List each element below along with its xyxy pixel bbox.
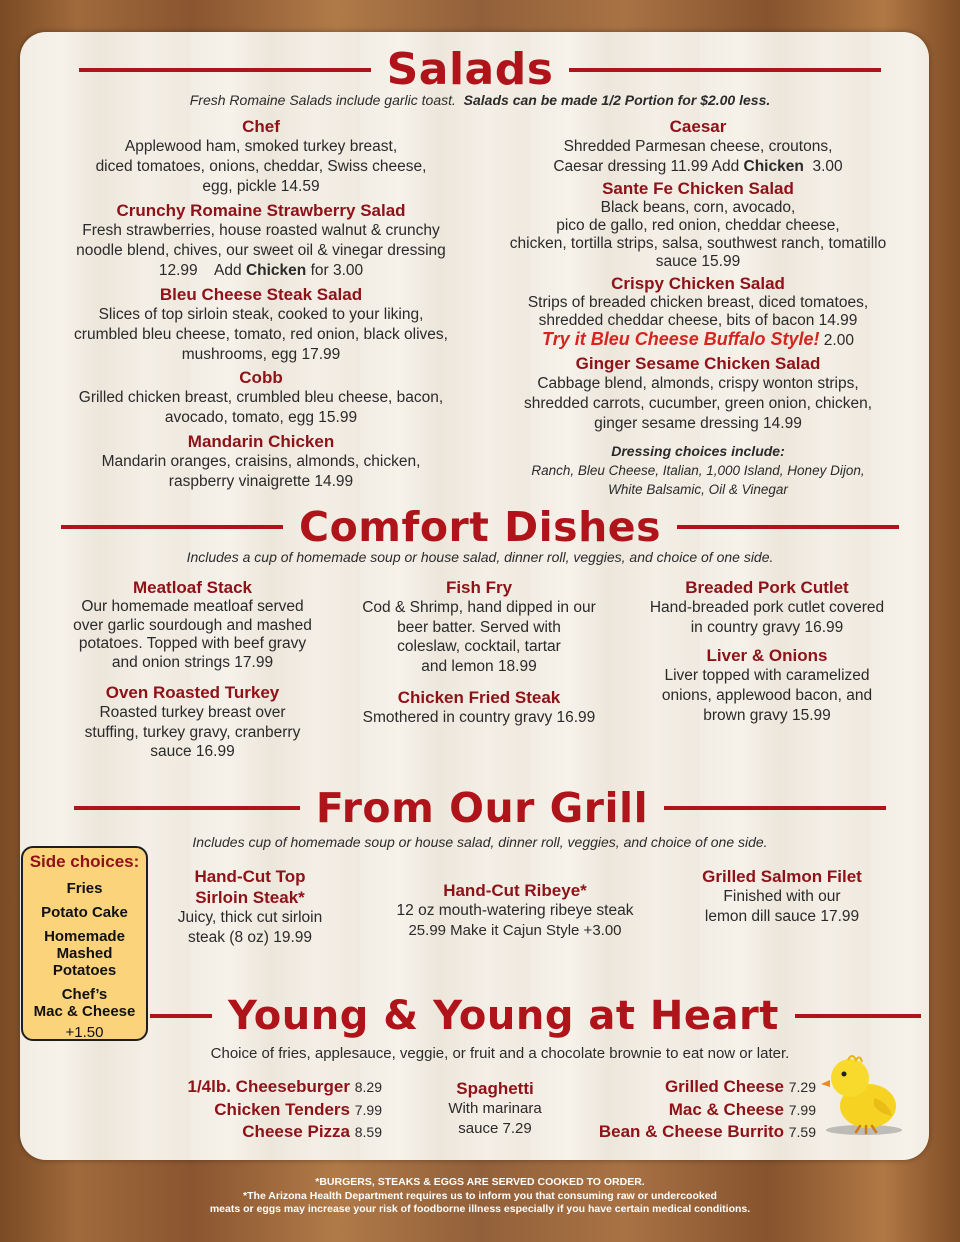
salads-chef-desc2: diced tomatoes, onions, cheddar, Swiss cheese, [95, 158, 427, 175]
menu-item-sante-fe-chicken [488, 178, 908, 271]
comfort-meatloaf-name: Meatloaf Stack [132, 578, 253, 597]
young-title: Young & Young at Heart [228, 993, 779, 1039]
salads-ginger-desc1: Cabbage blend, almonds, crispy wonton strips, [537, 375, 859, 392]
salads-santefe-name: Sante Fe Chicken Salad [602, 179, 794, 198]
comfort-fish-desc1: Cod & Shrimp, hand dipped in our [362, 599, 596, 616]
comfort-fish-name: Fish Fry [445, 578, 513, 597]
salads-mandarin-desc1: Mandarin oranges, craisins, almonds, chicken, [101, 453, 421, 470]
grill-ribeye-desc2: 25.99 Make it Cajun Style +3.00 [408, 922, 622, 939]
grill-ribeye-desc1: 12 oz mouth-watering ribeye steak [396, 902, 634, 919]
sides-price: +1.50 [65, 1024, 104, 1041]
menu-item-breaded-pork-cutlet [628, 577, 906, 638]
salads-crispy-desc1: Strips of breaded chicken breast, diced tomatoes, [527, 294, 869, 311]
salads-ginger-desc3: ginger sesame dressing 14.99 [594, 415, 802, 432]
young-right-0-name: Grilled Cheese [664, 1077, 785, 1096]
salads-caesar-desc2c: 3.00 [812, 158, 843, 175]
salads-subtitle [0, 92, 960, 108]
salads-crunchy-desc1: Fresh strawberries, house roasted walnut & crunchy [82, 222, 440, 239]
young-title-row [0, 993, 960, 1039]
menu-item-top-sirloin [160, 866, 340, 948]
salads-bleu-desc3: mushrooms, egg 17.99 [181, 346, 341, 363]
comfort-turkey-name: Oven Roasted Turkey [105, 683, 280, 702]
menu-item-caesar: Caesar Shredded Parmesan cheese, croutons, Caesar dressing 11.99 Add Chicken 3.00 [488, 116, 908, 177]
salads-chef-desc1: Applewood ham, smoked turkey breast, [124, 138, 398, 155]
salads-bleu-desc2: crumbled bleu cheese, tomato, red onion, black olives, [74, 326, 448, 343]
comfort-pork-desc1: Hand-breaded pork cutlet covered [649, 599, 885, 616]
salads-crunchy-price: 12.99 [158, 262, 198, 279]
salads-caesar-desc1: Shredded Parmesan cheese, croutons, [563, 138, 833, 155]
title-rule [664, 806, 886, 810]
grill-ribeye-name: Hand-Cut Ribeye* [443, 881, 587, 900]
comfort-cfs-desc1: Smothered in country gravy 16.99 [362, 709, 596, 726]
salads-crispy-name: Crispy Chicken Salad [611, 274, 785, 293]
list-item [160, 1121, 382, 1144]
comfort-meatloaf-desc3: potatoes. Topped with beef gravy [78, 635, 307, 652]
sides-opt3c: Potatoes [52, 962, 117, 979]
kids-menu-right [580, 1076, 816, 1144]
title-rule [74, 806, 300, 810]
comfort-turkey-desc1: Roasted turkey breast over [99, 704, 286, 721]
sides-opt1: Fries [66, 880, 103, 897]
grill-sirloin-name2: Sirloin Steak* [195, 888, 305, 907]
comfort-fish-desc2: beer batter. Served with [397, 618, 561, 636]
salads-cobb-desc1: Grilled chicken breast, crumbled bleu cheese, bacon, [78, 389, 444, 406]
list-item [160, 1099, 382, 1122]
menu-item-grilled-salmon [664, 866, 900, 927]
young-left-0-name: 1/4lb. Cheeseburger [187, 1077, 351, 1096]
salads-dressing-line1: Ranch, Bleu Cheese, Italian, 1,000 Island, Honey Dijon, [531, 463, 865, 478]
menu-item-fish-fry [340, 577, 618, 676]
comfort-subtitle: Includes a cup of homemade soup or house salad, dinner roll, veggies, and choice of one side. [186, 549, 774, 565]
young-left-2-price: 8.59 [354, 1124, 382, 1140]
comfort-liver-desc2: onions, applewood bacon, and [661, 687, 873, 704]
salads-crunchy-name: Crunchy Romaine Strawberry Salad [116, 201, 406, 220]
menu-item-ribeye [370, 880, 660, 941]
salads-santefe-desc4: sauce 15.99 [655, 253, 741, 270]
young-right-2-name: Bean & Cheese Burrito [598, 1122, 785, 1141]
comfort-liver-name: Liver & Onions [706, 646, 828, 665]
young-left-0-price: 8.29 [354, 1079, 382, 1095]
salads-chef-name: Chef [242, 117, 280, 136]
grill-sirloin-name1: Hand-Cut Top [194, 867, 306, 886]
comfort-pork-name: Breaded Pork Cutlet [685, 578, 849, 597]
salads-crunchy-desc2: noodle blend, chives, our sweet oil & vinegar dressing [76, 242, 446, 259]
salads-sub_bold: Salads can be made 1/2 Portion for $2.00 less. [463, 92, 771, 108]
dressing-choices [488, 442, 908, 499]
grill-title-row [0, 784, 960, 832]
menu-item-ginger-sesame [488, 353, 908, 434]
salads-cobb-name: Cobb [239, 368, 283, 387]
young-right-2-price: 7.59 [788, 1124, 816, 1140]
grill-salmon-desc2: lemon dill sauce 17.99 [704, 908, 860, 925]
grill-sirloin-desc2: steak (8 oz) 19.99 [187, 929, 313, 946]
salads-santefe-desc2: pico de gallo, red onion, cheddar cheese, [556, 217, 840, 234]
salads-cobb-desc2: avocado, tomato, egg 15.99 [164, 409, 358, 426]
young-left-1-name: Chicken Tenders [214, 1099, 351, 1119]
title-rule [61, 525, 283, 529]
salads-dressing-line2: White Balsamic, Oil & Vinegar [608, 482, 788, 497]
salads-mandarin-name: Mandarin Chicken [187, 432, 335, 451]
list-item [580, 1076, 816, 1099]
comfort-fish-desc3: coleslaw, cocktail, tartar [397, 638, 561, 655]
young-subtitle: Choice of fries, applesauce, veggie, or fruit and a chocolate brownie to eat now or later. [210, 1045, 790, 1062]
kids-menu-left [160, 1076, 382, 1144]
comfort-meatloaf-desc1: Our homemade meatloaf served [81, 598, 304, 615]
comfort-fish-desc4: and lemon 18.99 [421, 657, 537, 675]
menu-item-chicken-fried-steak [340, 687, 618, 728]
title-rule [150, 1014, 212, 1018]
menu-item-chef [60, 116, 462, 197]
comfort-pork-desc2: in country gravy 16.99 [690, 619, 844, 636]
grill-title: From Our Grill [315, 784, 649, 832]
young-spaghetti-desc1: With marinara [448, 1100, 542, 1117]
comfort-title-row [0, 503, 960, 551]
menu-item-liver-onions [628, 645, 906, 726]
young-left-1-price: 7.99 [354, 1101, 382, 1118]
salads-crunchy-add: Add [214, 262, 242, 279]
young-right-1-name: Mac & Cheese [668, 1099, 785, 1119]
salads-crispy-promo_price: 2.00 [823, 332, 854, 349]
comfort-turkey-desc3: sauce 16.99 [150, 743, 235, 760]
menu-item-bleu-cheese-steak [40, 284, 482, 365]
title-rule [677, 525, 899, 529]
menu-item-oven-roasted-turkey [55, 682, 330, 762]
menu-item-crunchy-romaine: Crunchy Romaine Strawberry Salad Fresh strawberries, house roasted walnut & crunchy noodle blend, chives, our sweet oil & vinegar dressing 12.99 Add Chicken for 3.00 [40, 200, 482, 281]
grill-sirloin-desc1: Juicy, thick cut sirloin [177, 909, 323, 926]
young-spaghetti-name: Spaghetti [456, 1079, 534, 1098]
chick-icon [820, 1052, 908, 1136]
menu-item-spaghetti [420, 1078, 570, 1139]
footer-disclaimer [0, 1176, 960, 1217]
salads-crunchy-add_tail: for 3.00 [310, 262, 364, 279]
salads-bleu-desc1: Slices of top sirloin steak, cooked to your liking, [98, 306, 424, 323]
list-item [580, 1121, 816, 1144]
comfort-meatloaf-desc2: over garlic sourdough and mashed [73, 616, 312, 634]
comfort-meatloaf-desc4: and onion strings 17.99 [111, 653, 274, 671]
sides-opt2: Potato Cake [41, 904, 128, 921]
grill-salmon-name: Grilled Salmon Filet [702, 867, 862, 886]
list-item [160, 1076, 382, 1099]
salads-crispy-desc2: shredded cheddar cheese, bits of bacon 14.99 [538, 312, 858, 329]
comfort-liver-desc1: Liver topped with caramelized [664, 667, 870, 684]
salads-chef-desc3: egg, pickle 14.59 [202, 178, 320, 195]
footer-line2: *The Arizona Health Department requires us to inform you that consuming raw or undercooked [243, 1189, 717, 1202]
young-right-1-price: 7.99 [788, 1101, 816, 1118]
menu-item-crispy-chicken [488, 273, 908, 350]
comfort-title: Comfort Dishes [299, 503, 661, 551]
sides-opt4b: Mac & Cheese [33, 1003, 136, 1020]
salads-santefe-desc1: Black beans, corn, avocado, [600, 199, 796, 216]
grill-subtitle: Includes cup of homemade soup or house salad, dinner roll, veggies, and choice of one side. [192, 834, 768, 850]
salads-ginger-name: Ginger Sesame Chicken Salad [575, 354, 821, 373]
footer-line1: *BURGERS, STEAKS & EGGS ARE SERVED COOKED TO ORDER. [315, 1176, 645, 1188]
sides-head: Side choices: [29, 852, 140, 871]
salads-caesar-desc2a: Caesar dressing 11.99 Add [553, 158, 740, 175]
salads-title-row [0, 44, 960, 95]
comfort-liver-desc3: brown gravy 15.99 [703, 707, 831, 724]
salads-bleu-name: Bleu Cheese Steak Salad [159, 285, 363, 304]
menu-item-mandarin-chicken [40, 431, 482, 492]
comfort-turkey-desc2: stuffing, turkey gravy, cranberry [84, 723, 301, 741]
title-rule [795, 1014, 921, 1018]
salads-dressing-head: Dressing choices include: [611, 443, 785, 459]
sides-opt3b: Mashed [56, 945, 113, 962]
menu-item-cobb [40, 367, 482, 428]
salads-sub_italic: Fresh Romaine Salads include garlic toast. [189, 92, 456, 108]
footer-line3: meats or eggs may increase your risk of foodborne illness especially if you have certain medical conditions. [209, 1203, 751, 1215]
menu-item-meatloaf-stack [55, 577, 330, 672]
salads-caesar-name: Caesar [669, 117, 727, 136]
list-item [580, 1099, 816, 1122]
salads-ginger-desc2: shredded carrots, cucumber, green onion, chicken, [523, 395, 873, 412]
title-rule [569, 68, 881, 72]
grill-salmon-desc1: Finished with our [723, 888, 841, 905]
young-spaghetti-desc2: sauce 7.29 [458, 1120, 532, 1137]
title-rule [79, 68, 371, 72]
salads-crispy-promo: Try it Bleu Cheese Buffalo Style! [542, 329, 820, 349]
comfort-cfs-name: Chicken Fried Steak [397, 688, 561, 707]
young-left-2-name: Cheese Pizza [242, 1122, 351, 1141]
salads-santefe-desc3: chicken, tortilla strips, salsa, southwest ranch, tomatillo [509, 235, 887, 252]
sides-opt4a: Chef’s [61, 986, 108, 1003]
salads-mandarin-desc2: raspberry vinaigrette 14.99 [168, 473, 354, 490]
sides-opt3a: Homemade [44, 928, 125, 945]
young-right-0-price: 7.29 [788, 1079, 816, 1095]
salads-title: Salads [386, 44, 554, 95]
